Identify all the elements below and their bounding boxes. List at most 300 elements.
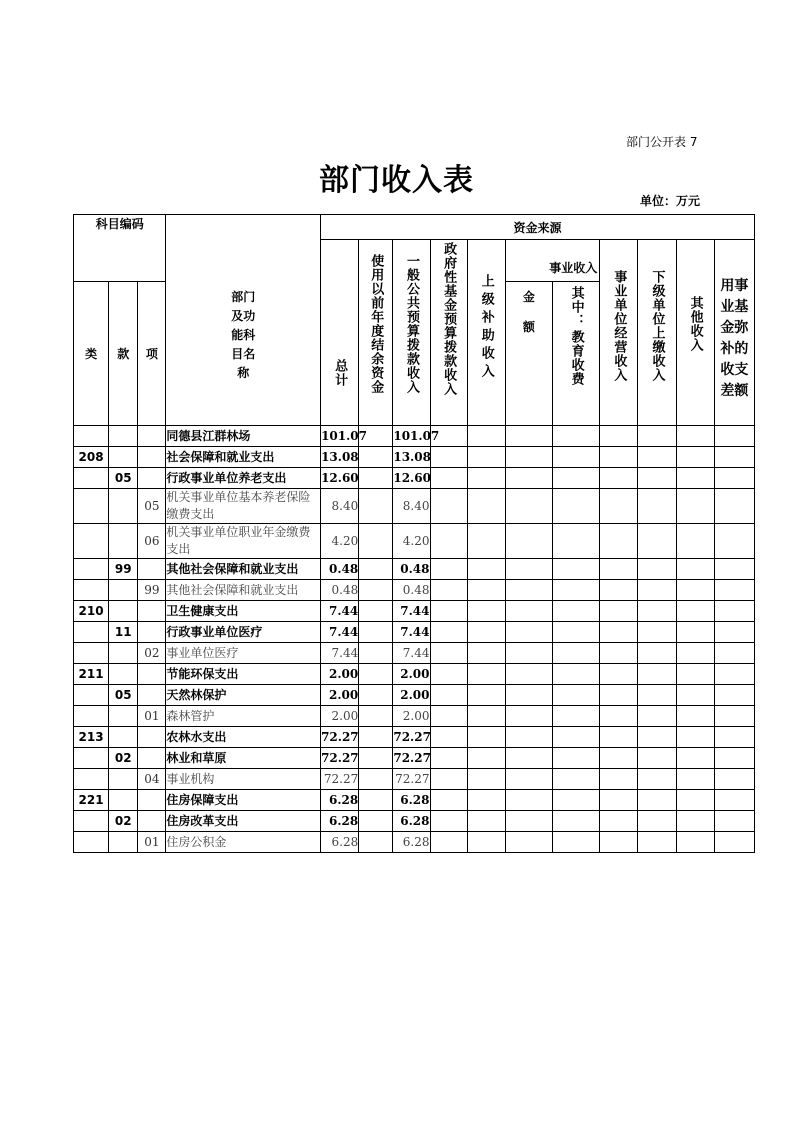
kuan-cell: [109, 790, 138, 811]
xiang-cell: 99: [138, 580, 166, 601]
xiang-cell: [138, 468, 166, 489]
general-budget-cell: 12.60: [393, 468, 430, 489]
lower-unit-cell: [638, 489, 676, 524]
superior-subsidy-cell: [467, 489, 505, 524]
table-row: [74, 447, 755, 468]
superior-subsidy-cell: [467, 524, 505, 559]
amount-cell: [505, 748, 552, 769]
prior-balance-header: [359, 240, 393, 426]
general-budget-header-text: 一般公共预算拨款收入: [403, 254, 419, 394]
amount-cell: [505, 580, 552, 601]
balance-cover-cell: [714, 559, 754, 580]
table-row: [74, 769, 755, 790]
table-row: [74, 643, 755, 664]
other-income-cell: [676, 601, 714, 622]
lei-cell: [74, 489, 109, 524]
other-income-cell: [676, 468, 714, 489]
other-income-cell: [676, 811, 714, 832]
gov-fund-cell: [430, 468, 467, 489]
lei-cell: [74, 559, 109, 580]
lower-unit-cell: [638, 811, 676, 832]
table-number: 部门公开表 7: [626, 135, 698, 149]
total-cell: 2.00: [321, 664, 359, 685]
general-budget-cell: 8.40: [393, 489, 430, 524]
total-cell: 6.28: [321, 811, 359, 832]
subject-name-cell: 节能环保支出: [166, 664, 321, 685]
general-budget-cell: 2.00: [393, 685, 430, 706]
balance-cover-cell: [714, 580, 754, 601]
general-budget-cell: 7.44: [393, 643, 430, 664]
operating-income-cell: [600, 468, 638, 489]
lei-cell: [74, 643, 109, 664]
kuan-cell: [109, 447, 138, 468]
total-cell: 2.00: [321, 706, 359, 727]
lower-unit-cell: [638, 748, 676, 769]
superior-subsidy-cell: [467, 426, 505, 447]
income-table: [73, 214, 755, 853]
business-income-header: 事业收入: [505, 240, 599, 282]
education-fee-cell: [553, 811, 600, 832]
of-which-text: 其中：: [568, 286, 584, 328]
education-fee-cell: [553, 643, 600, 664]
balance-cover-cell: [714, 790, 754, 811]
amount-cell: [505, 426, 552, 447]
gov-fund-cell: [430, 447, 467, 468]
page-title: 部门收入表: [319, 163, 474, 198]
superior-subsidy-cell: [467, 811, 505, 832]
operating-income-cell: [600, 489, 638, 524]
operating-income-cell: [600, 622, 638, 643]
general-budget-cell: 72.27: [393, 727, 430, 748]
balance-cover-cell: [714, 664, 754, 685]
other-income-cell: [676, 524, 714, 559]
balance-cover-cell: [714, 706, 754, 727]
amount-cell: [505, 524, 552, 559]
gov-fund-cell: [430, 601, 467, 622]
gov-fund-header: [430, 240, 467, 426]
balance-cover-cell: [714, 447, 754, 468]
kuan-cell: 02: [109, 811, 138, 832]
gov-fund-cell: [430, 790, 467, 811]
other-income-cell: [676, 832, 714, 853]
amount-header-line: 额: [522, 320, 535, 334]
dept-name-line: 及功: [231, 308, 256, 323]
superior-subsidy-header-text: 上级补助收入: [478, 274, 494, 382]
table-row: [74, 811, 755, 832]
total-cell: 7.44: [321, 622, 359, 643]
education-fee-cell: [553, 622, 600, 643]
subject-name-cell: 其他社会保障和就业支出: [166, 559, 321, 580]
balance-cover-cell: [714, 811, 754, 832]
table-row: [74, 524, 755, 559]
kuan-cell: 02: [109, 748, 138, 769]
total-cell: 12.60: [321, 468, 359, 489]
kuan-cell: [109, 489, 138, 524]
other-income-cell: [676, 643, 714, 664]
operating-income-cell: [600, 524, 638, 559]
prior-balance-cell: [359, 832, 393, 853]
lower-unit-cell: [638, 524, 676, 559]
subject-name-cell: 机关事业单位基本养老保险缴费支出: [166, 489, 321, 524]
other-income-cell: [676, 580, 714, 601]
lower-unit-cell: [638, 769, 676, 790]
prior-balance-header-text: 使用以前年度结余资金: [368, 254, 384, 394]
education-fee-cell: [553, 706, 600, 727]
lei-cell: 221: [74, 790, 109, 811]
xiang-cell: [138, 559, 166, 580]
superior-subsidy-cell: [467, 468, 505, 489]
balance-cover-cell: [714, 748, 754, 769]
total-cell: 72.27: [321, 727, 359, 748]
gov-fund-cell: [430, 706, 467, 727]
operating-income-cell: [600, 559, 638, 580]
kuan-cell: 11: [109, 622, 138, 643]
superior-subsidy-cell: [467, 790, 505, 811]
funding-source-header: 资金来源: [321, 215, 755, 240]
kuan-cell: 05: [109, 468, 138, 489]
amount-cell: [505, 559, 552, 580]
education-fee-cell: [553, 727, 600, 748]
table-row: [74, 468, 755, 489]
unit-label: 单位：万元: [640, 194, 701, 208]
other-income-cell: [676, 706, 714, 727]
xiang-cell: 06: [138, 524, 166, 559]
total-cell: 6.28: [321, 790, 359, 811]
lower-unit-header: [638, 240, 676, 426]
general-budget-cell: 7.44: [393, 601, 430, 622]
education-fee-cell: [553, 769, 600, 790]
amount-cell: [505, 706, 552, 727]
prior-balance-cell: [359, 811, 393, 832]
education-fee-cell: [553, 580, 600, 601]
balance-cover-cell: [714, 622, 754, 643]
operating-income-cell: [600, 769, 638, 790]
general-budget-cell: 72.27: [393, 769, 430, 790]
dept-name-line: 称: [237, 365, 250, 380]
table-row: [74, 748, 755, 769]
kuan-cell: [109, 580, 138, 601]
table-row: [74, 426, 755, 447]
prior-balance-cell: [359, 559, 393, 580]
prior-balance-cell: [359, 769, 393, 790]
superior-subsidy-cell: [467, 601, 505, 622]
operating-income-header: [600, 240, 638, 426]
kuan-cell: [109, 601, 138, 622]
kuan-cell: [109, 727, 138, 748]
subject-name-cell: 社会保障和就业支出: [166, 447, 321, 468]
subject-name-cell: 同德县江群林场: [166, 426, 321, 447]
operating-income-cell: [600, 426, 638, 447]
xiang-cell: 05: [138, 489, 166, 524]
xiang-cell: 01: [138, 832, 166, 853]
other-income-header-text: 其他收入: [687, 296, 703, 352]
amount-cell: [505, 468, 552, 489]
total-cell: 4.20: [321, 524, 359, 559]
superior-subsidy-cell: [467, 748, 505, 769]
subject-name-cell: 行政事业单位养老支出: [166, 468, 321, 489]
other-income-cell: [676, 685, 714, 706]
gov-fund-cell: [430, 580, 467, 601]
education-fee-cell: [553, 468, 600, 489]
general-budget-cell: 2.00: [393, 706, 430, 727]
table-row: [74, 727, 755, 748]
other-income-header: [676, 240, 714, 426]
balance-cover-cell: [714, 643, 754, 664]
xiang-cell: 02: [138, 643, 166, 664]
superior-subsidy-cell: [467, 832, 505, 853]
total-cell: 7.44: [321, 643, 359, 664]
total-cell: 13.08: [321, 447, 359, 468]
subject-name-cell: 其他社会保障和就业支出: [166, 580, 321, 601]
subject-name-cell: 事业机构: [166, 769, 321, 790]
balance-cover-cell: [714, 468, 754, 489]
lower-unit-cell: [638, 559, 676, 580]
general-budget-cell: 13.08: [393, 447, 430, 468]
prior-balance-cell: [359, 524, 393, 559]
kuan-header: 款: [109, 282, 138, 426]
gov-fund-cell: [430, 685, 467, 706]
lower-unit-cell: [638, 643, 676, 664]
general-budget-cell: 101.07: [393, 426, 430, 447]
amount-cell: [505, 790, 552, 811]
superior-subsidy-cell: [467, 685, 505, 706]
table-row: [74, 706, 755, 727]
gov-fund-cell: [430, 559, 467, 580]
gov-fund-cell: [430, 664, 467, 685]
lei-cell: [74, 832, 109, 853]
lower-unit-cell: [638, 468, 676, 489]
kuan-cell: [109, 769, 138, 790]
prior-balance-cell: [359, 664, 393, 685]
xiang-cell: [138, 601, 166, 622]
lower-unit-cell: [638, 832, 676, 853]
operating-income-cell: [600, 811, 638, 832]
general-budget-cell: 7.44: [393, 622, 430, 643]
subject-name-cell: 事业单位医疗: [166, 643, 321, 664]
gov-fund-cell: [430, 811, 467, 832]
superior-subsidy-cell: [467, 727, 505, 748]
lei-cell: 210: [74, 601, 109, 622]
prior-balance-cell: [359, 468, 393, 489]
total-cell: 0.48: [321, 559, 359, 580]
amount-cell: [505, 685, 552, 706]
prior-balance-cell: [359, 580, 393, 601]
operating-income-cell: [600, 832, 638, 853]
general-budget-cell: 6.28: [393, 790, 430, 811]
prior-balance-cell: [359, 727, 393, 748]
education-fee-header: [553, 282, 600, 426]
education-fee-cell: [553, 426, 600, 447]
lei-cell: [74, 580, 109, 601]
amount-cell: [505, 622, 552, 643]
dept-name-header: [166, 215, 321, 426]
gov-fund-cell: [430, 524, 467, 559]
subject-name-cell: 住房改革支出: [166, 811, 321, 832]
education-fee-cell: [553, 559, 600, 580]
xiang-cell: [138, 664, 166, 685]
lei-header: 类: [74, 282, 109, 426]
dept-name-line: 部门: [231, 289, 256, 304]
total-cell: 72.27: [321, 769, 359, 790]
kuan-cell: [109, 664, 138, 685]
xiang-cell: [138, 748, 166, 769]
superior-subsidy-cell: [467, 447, 505, 468]
lei-cell: [74, 622, 109, 643]
dept-name-line: 目名: [231, 346, 256, 361]
amount-cell: [505, 769, 552, 790]
table-row: [74, 832, 755, 853]
xiang-header: 项: [138, 282, 166, 426]
lower-unit-cell: [638, 447, 676, 468]
gov-fund-cell: [430, 832, 467, 853]
other-income-cell: [676, 769, 714, 790]
lower-unit-cell: [638, 622, 676, 643]
table-row: [74, 790, 755, 811]
prior-balance-cell: [359, 790, 393, 811]
total-cell: 2.00: [321, 685, 359, 706]
other-income-cell: [676, 489, 714, 524]
amount-header-line: 金: [522, 290, 535, 304]
balance-cover-cell: [714, 685, 754, 706]
lei-cell: [74, 524, 109, 559]
amount-cell: [505, 811, 552, 832]
lei-cell: [74, 748, 109, 769]
gov-fund-cell: [430, 622, 467, 643]
superior-subsidy-cell: [467, 580, 505, 601]
education-fee-cell: [553, 685, 600, 706]
superior-subsidy-header: [467, 240, 505, 426]
education-fee-cell: [553, 790, 600, 811]
amount-cell: [505, 601, 552, 622]
operating-income-cell: [600, 664, 638, 685]
lower-unit-cell: [638, 426, 676, 447]
general-budget-header: [393, 240, 430, 426]
prior-balance-cell: [359, 643, 393, 664]
lower-unit-cell: [638, 601, 676, 622]
education-fee-cell: [553, 447, 600, 468]
subject-code-header: 科目编码: [74, 215, 166, 282]
lei-cell: [74, 468, 109, 489]
superior-subsidy-cell: [467, 706, 505, 727]
balance-cover-cell: [714, 426, 754, 447]
total-cell: 7.44: [321, 601, 359, 622]
subject-name-cell: 农林水支出: [166, 727, 321, 748]
other-income-cell: [676, 748, 714, 769]
general-budget-cell: 4.20: [393, 524, 430, 559]
prior-balance-cell: [359, 447, 393, 468]
amount-cell: [505, 832, 552, 853]
lei-cell: 208: [74, 447, 109, 468]
operating-income-header-text: 事业单位经营收入: [611, 270, 627, 382]
kuan-cell: 05: [109, 685, 138, 706]
prior-balance-cell: [359, 601, 393, 622]
superior-subsidy-cell: [467, 769, 505, 790]
amount-cell: [505, 447, 552, 468]
prior-balance-cell: [359, 489, 393, 524]
amount-cell: [505, 664, 552, 685]
gov-fund-cell: [430, 489, 467, 524]
prior-balance-cell: [359, 685, 393, 706]
gov-fund-cell: [430, 769, 467, 790]
education-fee-cell: [553, 664, 600, 685]
table-row: [74, 622, 755, 643]
other-income-cell: [676, 426, 714, 447]
education-fee-cell: [553, 489, 600, 524]
amount-header: [505, 282, 552, 426]
xiang-cell: 04: [138, 769, 166, 790]
lei-cell: [74, 769, 109, 790]
subject-name-cell: 住房公积金: [166, 832, 321, 853]
balance-cover-cell: [714, 489, 754, 524]
balance-cover-cell: [714, 601, 754, 622]
other-income-cell: [676, 559, 714, 580]
education-fee-text: 教育收费: [568, 330, 584, 386]
lower-unit-header-text: 下级单位上缴收入: [649, 270, 665, 382]
lower-unit-cell: [638, 664, 676, 685]
lei-cell: 211: [74, 664, 109, 685]
lei-cell: 213: [74, 727, 109, 748]
operating-income-cell: [600, 706, 638, 727]
operating-income-cell: [600, 685, 638, 706]
subject-name-cell: 住房保障支出: [166, 790, 321, 811]
gov-fund-cell: [430, 727, 467, 748]
education-fee-cell: [553, 601, 600, 622]
total-cell: 101.07: [321, 426, 359, 447]
lei-cell: [74, 685, 109, 706]
operating-income-cell: [600, 580, 638, 601]
balance-cover-cell: [714, 769, 754, 790]
lei-cell: [74, 706, 109, 727]
other-income-cell: [676, 622, 714, 643]
operating-income-cell: [600, 447, 638, 468]
balance-cover-header-text: 用事业基金弥补的收支差额: [720, 278, 749, 399]
operating-income-cell: [600, 790, 638, 811]
other-income-cell: [676, 727, 714, 748]
subject-name-cell: 行政事业单位医疗: [166, 622, 321, 643]
superior-subsidy-cell: [467, 643, 505, 664]
operating-income-cell: [600, 727, 638, 748]
table-row: [74, 664, 755, 685]
total-cell: 72.27: [321, 748, 359, 769]
general-budget-cell: 0.48: [393, 580, 430, 601]
gov-fund-cell: [430, 748, 467, 769]
lower-unit-cell: [638, 727, 676, 748]
subject-name-cell: 森林管护: [166, 706, 321, 727]
gov-fund-cell: [430, 643, 467, 664]
lower-unit-cell: [638, 790, 676, 811]
other-income-cell: [676, 664, 714, 685]
subject-name-cell: 卫生健康支出: [166, 601, 321, 622]
subject-name-cell: 林业和草原: [166, 748, 321, 769]
general-budget-cell: 6.28: [393, 811, 430, 832]
education-fee-cell: [553, 832, 600, 853]
lower-unit-cell: [638, 685, 676, 706]
total-cell: 6.28: [321, 832, 359, 853]
education-fee-cell: [553, 524, 600, 559]
kuan-cell: [109, 426, 138, 447]
lei-cell: [74, 426, 109, 447]
table-row: [74, 559, 755, 580]
gov-fund-header-text: 政府性基金预算拨款收入: [441, 242, 457, 396]
operating-income-cell: [600, 748, 638, 769]
xiang-cell: [138, 622, 166, 643]
superior-subsidy-cell: [467, 622, 505, 643]
xiang-cell: [138, 426, 166, 447]
general-budget-cell: 72.27: [393, 748, 430, 769]
general-budget-cell: 2.00: [393, 664, 430, 685]
other-income-cell: [676, 790, 714, 811]
xiang-cell: [138, 727, 166, 748]
